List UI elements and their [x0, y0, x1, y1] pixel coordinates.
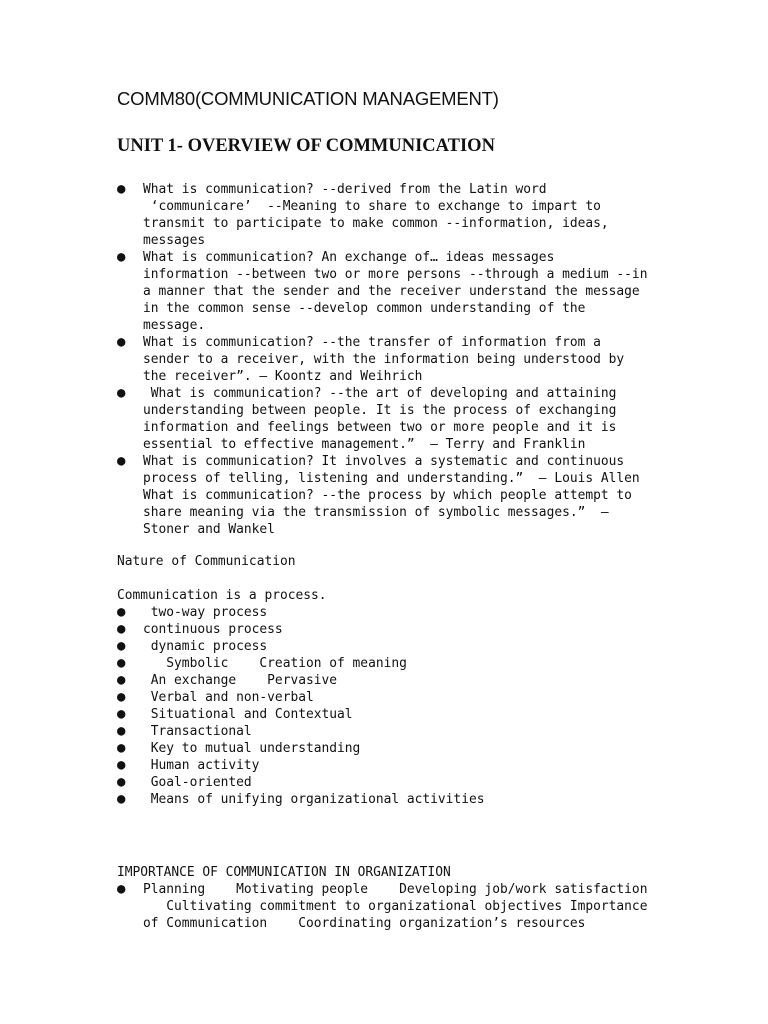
definition-line: a manner that the sender and the receiver understand the message [143, 284, 640, 299]
importance-line: of Communication Coordinating organization’s resources [143, 916, 586, 931]
bullet-icon: ● [117, 181, 126, 197]
bullet-icon: ● [117, 672, 126, 688]
nature-item-label: Human activity [143, 758, 260, 773]
nature-item [117, 757, 717, 774]
definition-line: message. [143, 318, 206, 333]
definitions-list [117, 181, 717, 538]
nature-item-label: Situational and Contextual [143, 707, 353, 722]
importance-item [117, 881, 717, 932]
definition-line: process of telling, listening and understanding.” — Louis Allen [143, 471, 640, 486]
nature-item [117, 740, 717, 757]
nature-item [117, 791, 717, 808]
nature-item-label: two-way process [143, 605, 268, 620]
importance-heading: IMPORTANCE OF COMMUNICATION IN ORGANIZATION [117, 865, 451, 880]
bullet-icon: ● [117, 774, 126, 790]
definition-item [117, 453, 717, 538]
nature-intro: Communication is a process. [117, 588, 327, 603]
bullet-icon: ● [117, 385, 126, 401]
bullet-icon: ● [117, 655, 126, 671]
nature-item-label: An exchange Pervasive [143, 673, 338, 688]
definition-line: What is communication? An exchange of… ideas messages [143, 250, 555, 265]
definition-item [117, 385, 717, 453]
definition-item [117, 249, 717, 334]
definition-line: What is communication? --the art of developing and attaining [143, 386, 617, 401]
bullet-icon: ● [117, 604, 126, 620]
nature-item-label: continuous process [143, 622, 283, 637]
definition-line: share meaning via the transmission of symbolic messages.” — [143, 505, 609, 520]
nature-item [117, 621, 717, 638]
definition-line: What is communication? --derived from the Latin word [143, 182, 547, 197]
definition-line: sender to a receiver, with the information being understood by [143, 352, 625, 367]
nature-item [117, 638, 717, 655]
bullet-icon: ● [117, 689, 126, 705]
nature-list [117, 604, 717, 808]
nature-item-label: Means of unifying organizational activities [143, 792, 485, 807]
nature-item-label: Transactional [143, 724, 252, 739]
nature-item-label: Goal-oriented [143, 775, 252, 790]
nature-item [117, 774, 717, 791]
definition-line: messages [143, 233, 206, 248]
nature-item [117, 723, 717, 740]
nature-item-label: Symbolic Creation of meaning [143, 656, 407, 671]
bullet-icon: ● [117, 334, 126, 350]
definition-line: transmit to participate to make common --information, ideas, [143, 216, 609, 231]
definition-line: What is communication? --the process by which people attempt to [143, 488, 632, 503]
definition-line: essential to effective management.” — Terry and Franklin [143, 437, 586, 452]
nature-item [117, 689, 717, 706]
bullet-icon: ● [117, 249, 126, 265]
definition-line: What is communication? It involves a systematic and continuous [143, 454, 625, 469]
bullet-icon: ● [117, 723, 126, 739]
importance-list [117, 881, 717, 932]
definition-line: understanding between people. It is the process of exchanging [143, 403, 617, 418]
definition-line: Stoner and Wankel [143, 522, 275, 537]
importance-line: Planning Motivating people Developing job/work satisfaction [143, 882, 648, 897]
definition-line: What is communication? --the transfer of information from a [143, 335, 601, 350]
bullet-icon: ● [117, 881, 126, 897]
bullet-icon: ● [117, 706, 126, 722]
definition-line: ‘communicare’ --Meaning to share to exchange to impart to [143, 199, 601, 214]
bullet-icon: ● [117, 453, 126, 469]
nature-heading: Nature of Communication [117, 554, 296, 569]
unit-title: UNIT 1- OVERVIEW OF COMMUNICATION [117, 136, 495, 156]
nature-item [117, 604, 717, 621]
bullet-icon: ● [117, 740, 126, 756]
definition-line: information and feelings between two or more people and it is [143, 420, 617, 435]
course-title: COMM80(COMMUNICATION MANAGEMENT) [117, 88, 499, 109]
importance-line: Cultivating commitment to organizational objectives Importance [143, 899, 648, 914]
nature-item [117, 655, 717, 672]
bullet-icon: ● [117, 791, 126, 807]
definition-line: in the common sense --develop common understanding of the [143, 301, 586, 316]
nature-item-label: Key to mutual understanding [143, 741, 361, 756]
bullet-icon: ● [117, 638, 126, 654]
definition-item [117, 181, 717, 249]
nature-item [117, 672, 717, 689]
nature-item-label: dynamic process [143, 639, 268, 654]
nature-item [117, 706, 717, 723]
definition-line: the receiver”. — Koontz and Weihrich [143, 369, 423, 384]
bullet-icon: ● [117, 757, 126, 773]
definition-line: information --between two or more persons --through a medium --in [143, 267, 648, 282]
nature-item-label: Verbal and non-verbal [143, 690, 314, 705]
definition-item [117, 334, 717, 385]
bullet-icon: ● [117, 621, 126, 637]
